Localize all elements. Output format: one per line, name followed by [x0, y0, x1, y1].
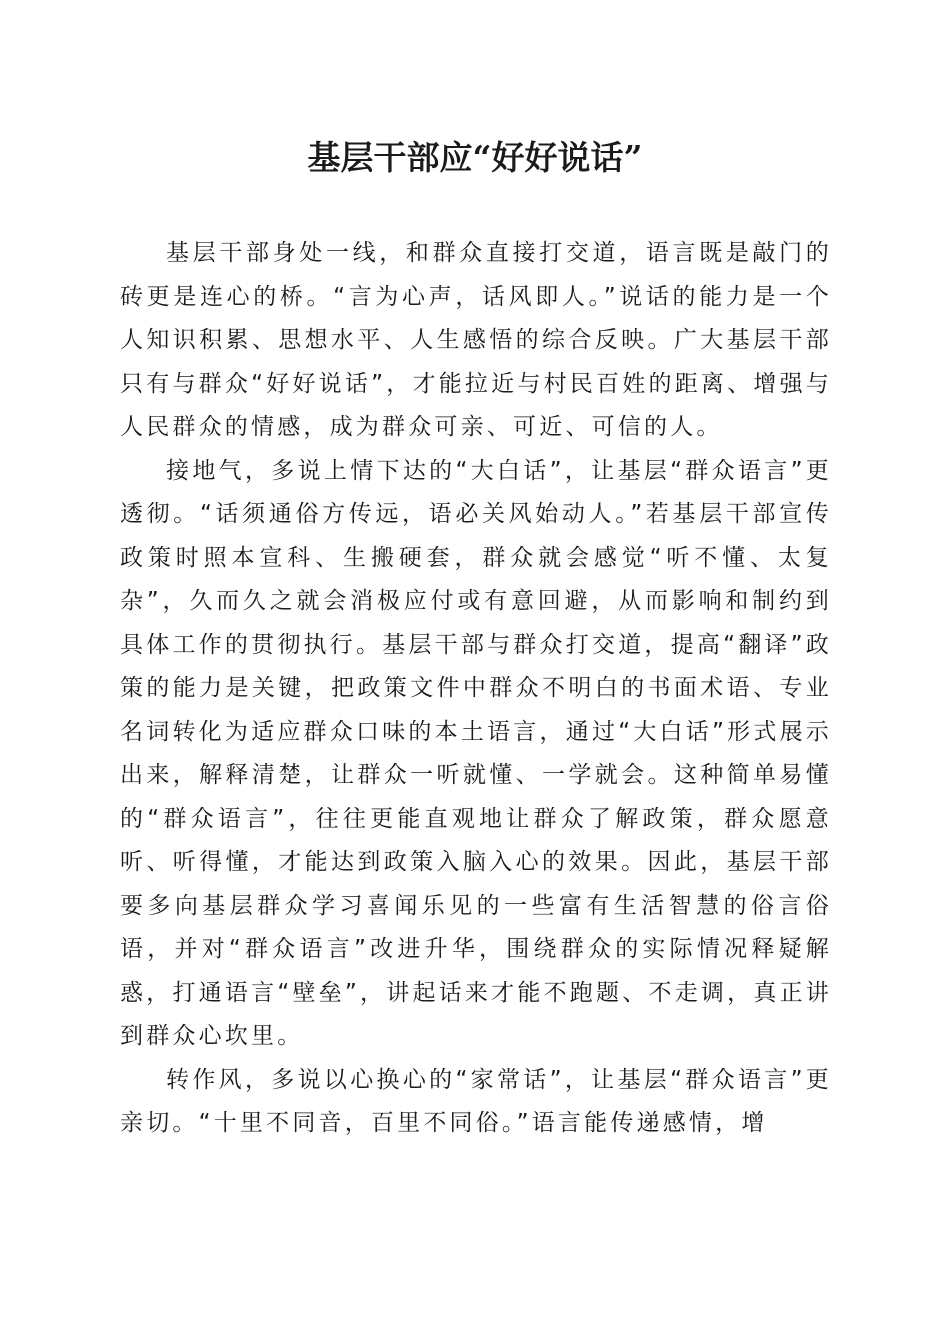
document-body: [120, 232, 832, 1146]
paragraph-1: 基层干部身处一线，和群众直接打交道，语言既是敲门的砖更是连心的桥。“言为心声，话风即人。”说话的能力是一个人知识积累、思想水平、人生感悟的综合反映。广大基层干部只有与群众“好好说话”，才能拉近与村民百姓的距离、增强与人民群众的情感，成为群众可亲、可近、可信的人。: [120, 240, 832, 440]
document-title: 基层干部应“好好说话”: [307, 138, 643, 177]
paragraph-2: 接地气，多说上情下达的“大白话”，让基层“群众语言”更透彻。“话须通俗方传远，语必关风始动人。”若基层干部宣传政策时照本宣科、生搬硬套，群众就会感觉“听不懂、太复杂”，久而久之就会消极应付或有意回避，从而影响和制约到具体工作的贯彻执行。基层干部与群众打交道，提高“翻译”政策的能力是关键，把政策文件中群众不明白的书面术语、专业名词转化为适应群众口味的本土语言，通过“大白话”形式展示出来，解释清楚，让群众一听就懂、一学就会。这种简单易懂的“群众语言”，往往更能直观地让群众了解政策，群众愿意听、听得懂，才能达到政策入脑入心的效果。因此，基层干部要多向基层群众学习喜闻乐见的一些富有生活智慧的俗言俗语，并对“群众语言”改进升华，围绕群众的实际情况释疑解惑，打通语言“壁垒”，讲起话来才能不跑题、不走调，真正讲到群众心坎里。: [120, 457, 832, 1049]
paragraph-3: 转作风，多说以心换心的“家常话”，让基层“群众语言”更亲切。“十里不同音，百里不同俗。”语言能传递感情，增: [120, 1066, 832, 1136]
